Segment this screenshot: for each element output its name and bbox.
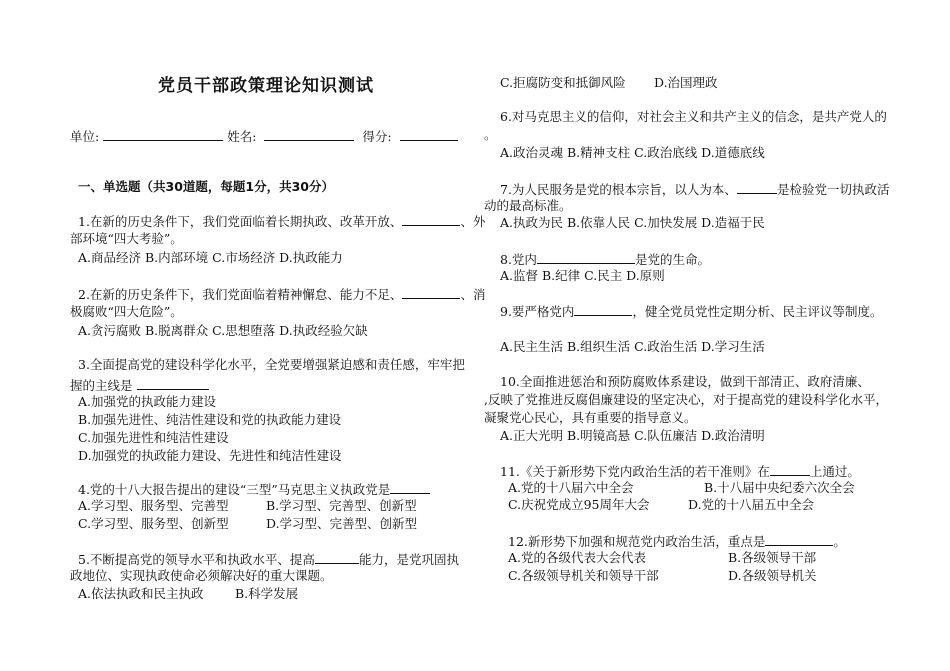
section-heading: 一、单选题（共30道题，每题1分，共30分）	[78, 179, 334, 194]
q1-line2: 部环境“四大考验”。	[70, 231, 183, 246]
q2-line2: 极腐败“四大危险”。	[70, 304, 183, 319]
q5-option-b[interactable]: B.科学发展	[235, 586, 299, 601]
q5-option-a[interactable]: A.依法执政和民主执政	[78, 586, 204, 601]
q7-blank[interactable]	[737, 180, 777, 194]
q12-text: 12.新形势下加强和规范党内政治生活，重点是	[508, 534, 766, 549]
q2-options[interactable]: A.贪污腐败 B.脱离群众 C.思想堕落 D.执政经验欠缺	[78, 323, 368, 338]
q5-text: 5.不断提高党的领导水平和执政水平、提高	[78, 552, 315, 567]
q3-option-c[interactable]: C.加强先进性和纯洁性建设	[78, 430, 229, 445]
q7-line2: 动的最高标准。	[484, 198, 572, 213]
q10-line2: ,反映了党推进反腐倡廉建设的坚定决心，对于提高党的建设科学化水平，	[484, 392, 888, 407]
q4-blank[interactable]	[390, 480, 430, 494]
q10-line3: 凝聚党心民心，具有重要的指导意义。	[484, 410, 697, 425]
q3-option-b[interactable]: B.加强先进性、纯洁性建设和党的执政能力建设	[78, 412, 342, 427]
q3-line2	[70, 376, 209, 394]
q4-text: 4.党的十八大报告提出的建设“三型”马克思主义执政党是	[78, 482, 391, 497]
q11-text-end: 上通过。	[809, 464, 860, 479]
q7-options[interactable]: A.执政为民 B.依靠人民 C.加快发展 D.造福于民	[500, 215, 765, 230]
q4-option-a[interactable]: A.学习型、服务型、完善型	[78, 498, 229, 513]
question-6: 6.对马克思主义的信仰，对社会主义和共产主义的信念，是共产党人的	[500, 109, 887, 124]
q7-text-end: 是检验党一切执政活	[776, 182, 890, 197]
question-10: 10.全面推进惩治和预防腐败体系建设，做到干部清正、政府清廉、	[500, 374, 870, 389]
q1-options[interactable]: A.商品经济 B.内部环境 C.市场经济 D.执政能力	[78, 250, 343, 265]
name-label: 姓名:	[227, 129, 257, 144]
q6-line2: 。	[484, 127, 497, 142]
q12-option-d[interactable]: D.各级领导机关	[728, 568, 817, 583]
question-4	[78, 480, 430, 498]
q8-text-end: 是党的生命。	[634, 252, 710, 267]
q1-blank[interactable]	[402, 212, 460, 226]
question-1	[78, 212, 485, 230]
q11-option-c[interactable]: C.庆祝党成立95周年大会	[508, 497, 650, 512]
q4-option-b[interactable]: B.学习型、完善型、创新型	[266, 498, 417, 513]
score-label: 得分:	[362, 129, 392, 144]
page-title: 党员干部政策理论知识测试	[158, 76, 374, 96]
q5-option-d[interactable]: D.治国理政	[654, 75, 718, 90]
q12-text-end: 。	[833, 534, 846, 549]
q9-blank[interactable]	[574, 302, 632, 316]
q8-blank[interactable]	[537, 250, 635, 264]
q2-blank[interactable]	[402, 285, 460, 299]
q9-text: 9.要严格党内	[500, 304, 575, 319]
q10-options[interactable]: A.正大光明 B.明镜高悬 C.队伍廉洁 D.政治清明	[500, 428, 765, 443]
question-7	[500, 180, 889, 198]
question-2	[78, 285, 485, 303]
q3-blank[interactable]	[137, 376, 209, 390]
q1-text: 1.在新的历史条件下，我们党面临着长期执政、改革开放、	[78, 214, 403, 229]
q12-option-a[interactable]: A.党的各级代表大会代表	[508, 550, 647, 565]
right-column	[484, 0, 920, 671]
score-field[interactable]	[400, 127, 458, 141]
unit-field[interactable]	[103, 127, 223, 141]
header-line	[70, 127, 458, 145]
q11-blank[interactable]	[770, 462, 810, 476]
q12-blank[interactable]	[765, 532, 833, 546]
q8-text: 8.党内	[500, 252, 537, 267]
q9-options[interactable]: A.民主生活 B.组织生活 C.政治生活 D.学习生活	[500, 339, 765, 354]
q5-option-c[interactable]: C.拒腐防变和抵御风险	[500, 75, 626, 90]
q3-option-d[interactable]: D.加强党的执政能力建设、先进性和纯洁性建设	[78, 448, 342, 463]
q11-option-d[interactable]: D.党的十八届五中全会	[688, 497, 815, 512]
q4-option-c[interactable]: C.学习型、服务型、创新型	[78, 516, 229, 531]
q3-text-end: 握的主线是	[70, 378, 133, 393]
question-9	[500, 302, 882, 320]
q6-options[interactable]: A.政治灵魂 B.精神支柱 C.政治底线 D.道德底线	[500, 145, 765, 160]
q11-option-a[interactable]: A.党的十八届六中全会	[508, 480, 634, 495]
q5-blank[interactable]	[315, 550, 359, 564]
q3-option-a[interactable]: A.加强党的执政能力建设	[78, 394, 217, 409]
q9-text-end: ，健全党员党性定期分析、民主评议等制度。	[632, 304, 883, 319]
question-11	[500, 462, 860, 480]
q2-text-end: 、消	[460, 287, 486, 302]
question-5	[78, 550, 459, 568]
q4-option-d[interactable]: D.学习型、完善型、创新型	[266, 516, 418, 531]
q8-options[interactable]: A.监督 B.纪律 C.民主 D.原则	[500, 268, 665, 283]
left-column	[70, 0, 490, 671]
question-3: 3.全面提高党的建设科学化水平，全党要增强紧迫感和责任感，牢牢把	[78, 357, 465, 372]
question-8	[500, 250, 710, 268]
name-field[interactable]	[264, 127, 354, 141]
q12-option-b[interactable]: B.各级领导干部	[728, 550, 817, 565]
question-12	[508, 532, 846, 550]
q1-text-end: 、外	[460, 214, 486, 229]
unit-label: 单位:	[70, 129, 100, 144]
q11-option-b[interactable]: B.十八届中央纪委六次全会	[704, 480, 855, 495]
q5-line2: 政地位、实现执政使命必须解决好的重大课题。	[70, 568, 333, 583]
q7-text: 7.为人民服务是党的根本宗旨，以人为本、	[500, 182, 737, 197]
q12-option-c[interactable]: C.各级领导机关和领导干部	[508, 568, 659, 583]
q11-text: 11.《关于新形势下党内政治生活的若干准则》在	[500, 464, 770, 479]
q5-text-end: 能力，是党巩固执	[358, 552, 459, 567]
q2-text: 2.在新的历史条件下，我们党面临着精神懈怠、能力不足、	[78, 287, 403, 302]
